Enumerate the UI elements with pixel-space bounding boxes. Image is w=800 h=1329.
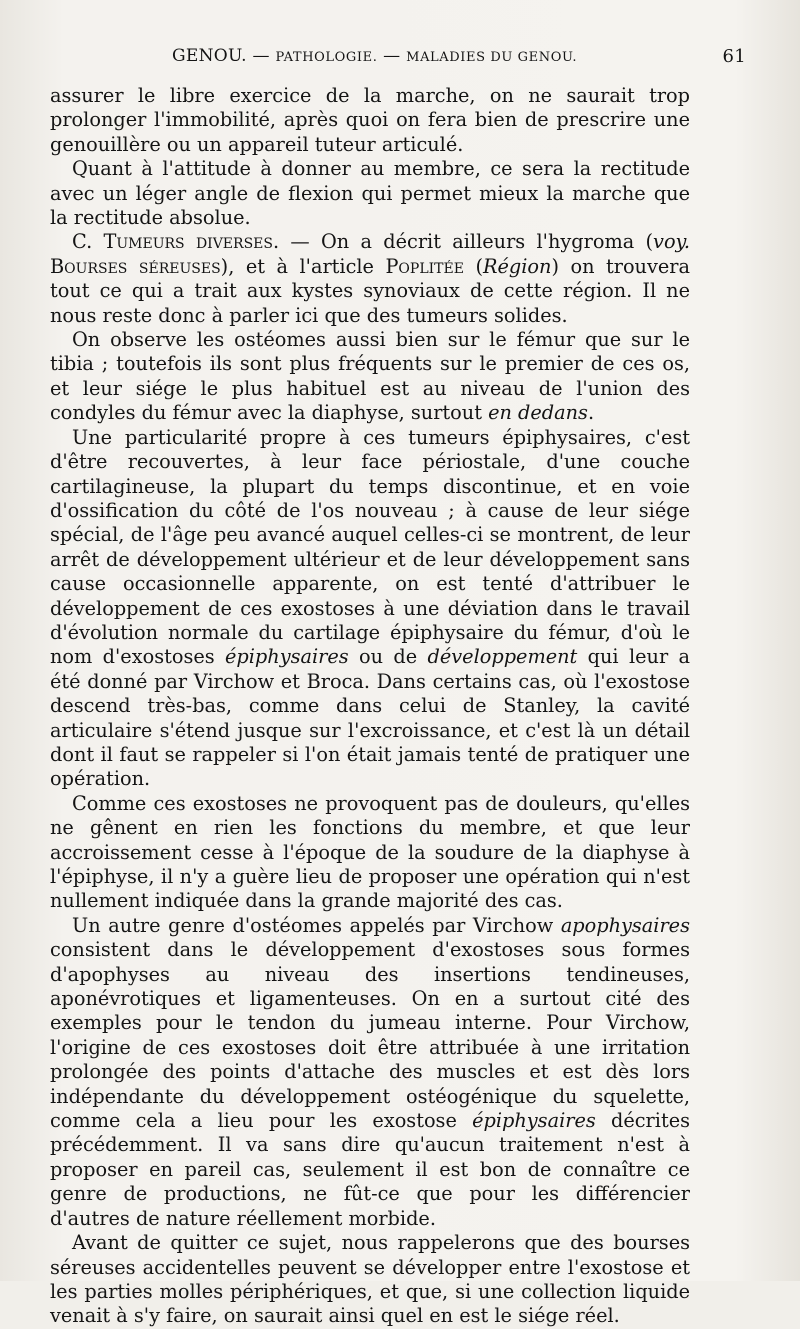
page-number: 61 (722, 46, 746, 67)
paragraph (50, 426, 690, 792)
italic-text: épiphysaires (225, 645, 349, 669)
small-caps-text: Bourses séreuses (50, 254, 221, 278)
paragraph-text: ), et à l'article (220, 254, 386, 278)
running-title-main: GENOU. (172, 46, 247, 66)
paragraph-text: Un autre genre d'ostéomes appelés par Virchow (72, 913, 561, 937)
paragraph-text: ou de (348, 645, 428, 669)
paragraph-text: Une particularité propre à ces tumeurs épiphysaires, c'est d'être recouvertes, à leur face périostale, d'une couche cartilagineuse, la plupart du temps discontinue, et en voie d'ossification du côté de l'os nouveau ; à cause de leur siége spécial, de l'âge peu avancé auquel celles-ci se montrent, de leur arrêt de développement ultérieur et de leur développement sans cause occasionnelle apparente, on est tenté d'attribuer le développement de ces exostoses à une déviation dans le travail d'évolution normale du cartilage épiphysaire du fémur, d'où le nom d'exostoses (50, 425, 690, 669)
paragraph-text: Avant de quitter ce sujet, nous rappelerons que des bourses séreuses accidentelles peuvent se développer entre l'exostose et les parties molles périphériques, et que, si une collection liquide venait à s'y faire, on saurait ainsi quel en est le siége réel. (50, 1231, 690, 1328)
italic-text: développement (427, 645, 578, 669)
paragraph-text: Quant à l'attitude à donner au membre, ce sera la rectitude avec un léger angle de flexion qui permet mieux la marche que la rectitude absolue. (50, 157, 690, 230)
paragraph-text: C. (72, 230, 104, 254)
italic-text: voy. (653, 230, 691, 254)
paragraph-text: ( (463, 254, 483, 278)
small-caps-text: Tumeurs diverses. (103, 230, 280, 254)
paragraph-text: . (587, 401, 595, 425)
paragraph (50, 914, 690, 1231)
italic-text: apophysaires (560, 913, 690, 937)
paragraph-text: décrites précédemment. Il va sans dire qu'aucun traitement n'est à proposer en pareil cas, seulement il est bon de connaître ce genre de productions, ne fût-ce que pour les différencier d'autres de nature réellement morbide. (50, 1109, 690, 1230)
paragraph (50, 84, 690, 157)
paragraph (50, 230, 690, 328)
paragraph-text: qui leur a été donné par Virchow et Broca. Dans certains cas, où l'exostose descend très-bas, comme dans celui de Stanley, la cavité articulaire s'étend jusque sur l'excroissance, et c'est là un détail dont il faut se rappeler si l'on était jamais tenté de pratiquer une opération. (50, 645, 691, 791)
paragraph (50, 1231, 690, 1329)
paragraph-text: ) on trouvera tout ce qui a trait aux kystes synoviaux de cette région. Il ne nous reste donc à parler ici que des tumeurs solides. (50, 254, 690, 327)
paragraph (50, 328, 690, 426)
italic-text: en dedans (488, 401, 588, 425)
small-caps-text: Poplitée (385, 254, 464, 278)
running-title-subsection: MALADIES DU GENOU. (406, 50, 578, 65)
paragraph-text: On observe les ostéomes aussi bien sur le fémur que sur le tibia ; toutefois ils sont plus fréquents sur le premier de ces os, et leur siége le plus habituel est au niveau de l'union des condyles du fémur avec la diaphyse, surtout (50, 328, 690, 425)
italic-text: épiphysaires (472, 1109, 596, 1133)
running-title-section: PATHOLOGIE. (275, 50, 378, 65)
paragraph-text: — On a décrit ailleurs l'hygroma ( (279, 230, 654, 254)
paragraph-text: Comme ces exostoses ne provoquent pas de douleurs, qu'elles ne gênent en rien les fonctions du membre, et que leur accroissement cesse à l'époque de la soudure de la diaphyse à l'épiphyse, il n'y a guère lieu de proposer une opération qui n'est nullement indiquée dans la grande majorité des cas. (50, 791, 690, 913)
body-text (50, 84, 690, 1329)
paragraph (50, 792, 690, 914)
running-title-separator: — (377, 46, 407, 66)
running-title-separator: — (246, 46, 276, 66)
running-title (172, 46, 577, 66)
italic-text: Région (482, 254, 552, 278)
paragraph (50, 157, 690, 230)
paragraph-text: consistent dans le développement d'exostoses sous formes d'apophyses au niveau des insertions tendineuses, aponévrotiques et ligamenteuses. On en a surtout cité des exemples pour le tendon du jumeau interne. Pour Virchow, l'origine de ces exostoses doit être attribuée à une irritation prolongée des points d'attache des muscles et est dès lors indépendante du développement ostéogénique du squelette, comme cela a lieu pour les exostose (50, 938, 690, 1133)
running-head (52, 46, 746, 76)
paragraph-text: assurer le libre exercice de la marche, on ne saurait trop prolonger l'immobilité, après quoi on fera bien de prescrire une genouillère ou un appareil tuteur articulé. (50, 84, 690, 156)
